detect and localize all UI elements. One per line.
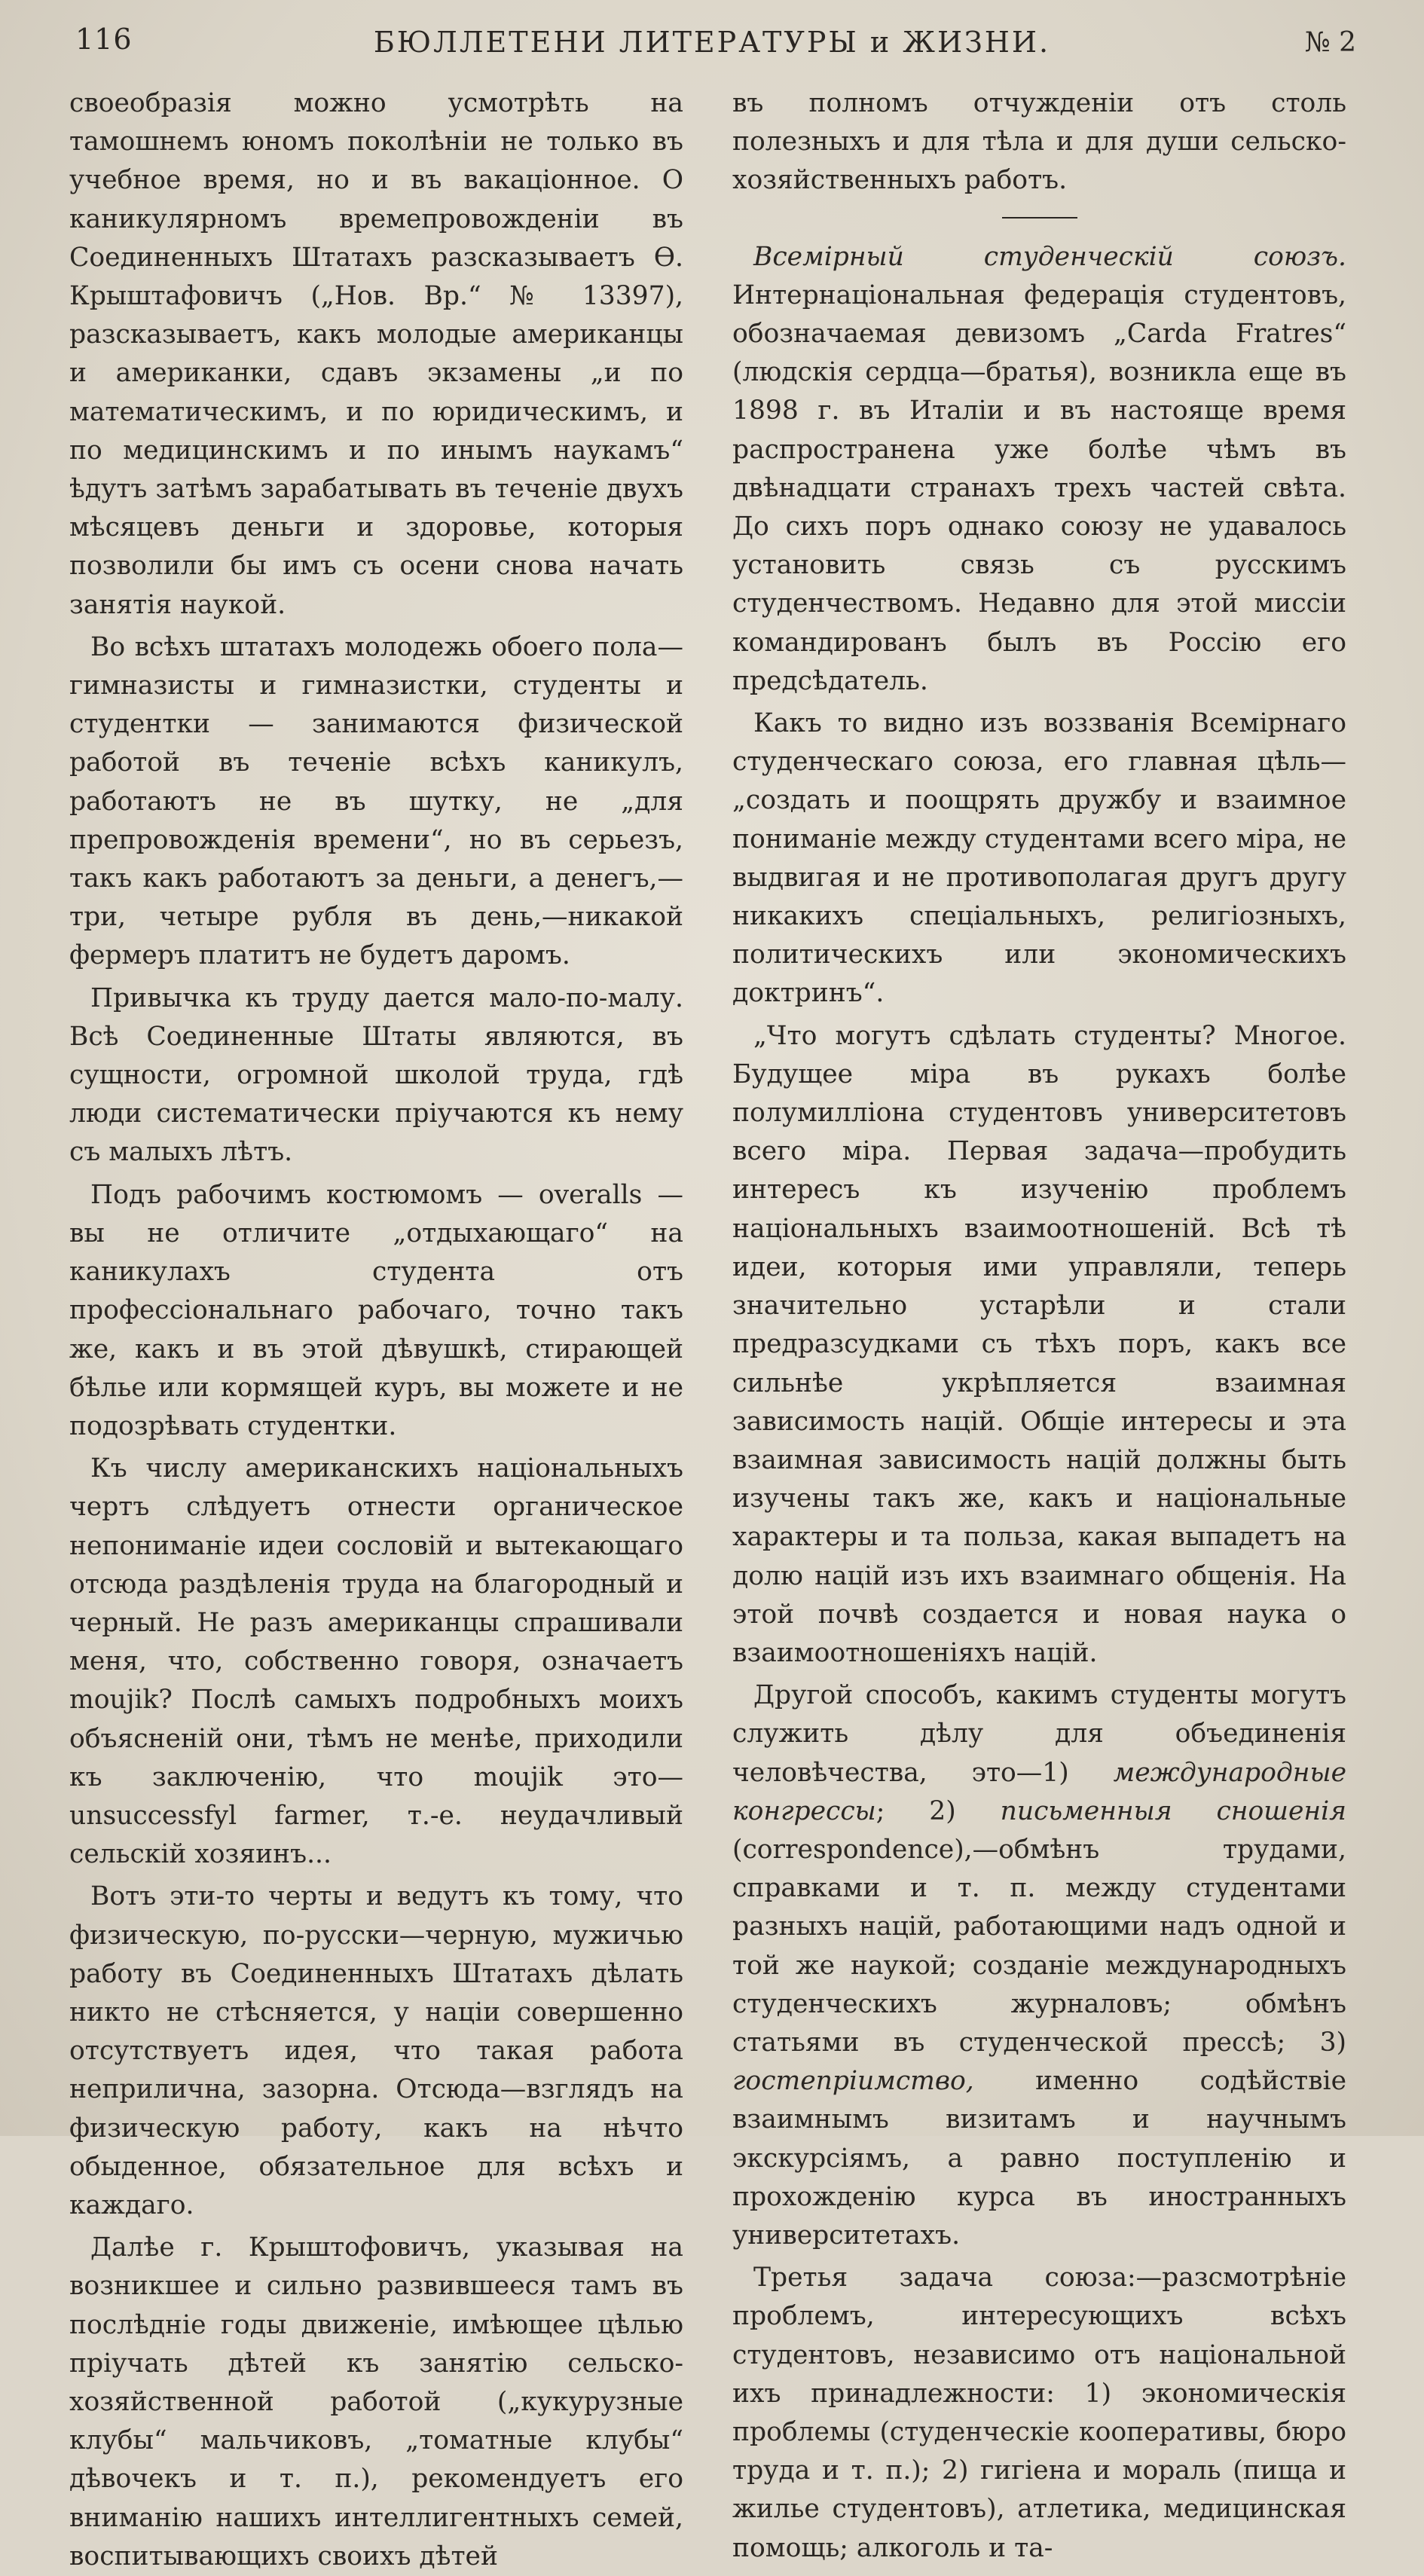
page-header (0, 23, 1424, 68)
paragraph-text: именно содѣйствіе взаимнымъ визитамъ и научнымъ экскурсіямъ, а равно поступленію и прохожденію курса въ иностранныхъ университетахъ. (732, 2066, 1346, 2251)
paragraph-text: ; 2) (875, 1795, 1001, 1826)
paragraph: Вотъ эти-то черты и ведутъ къ тому, что физическую, по-русски—черную, мужичью работу въ Соединенныхъ Штатахъ дѣлать никто не стѣсняется, у націи совершенно отсутствуетъ идея, что такая работа неприлична, зазорна. Отсюда—взглядъ на физическую работу, какъ на нѣчто обыденное, обязательное для всѣхъ и каждаго. (69, 1881, 683, 2220)
paragraph-text: Другой способъ, какимъ студенты могутъ служить дѣлу для объединенія человѣчества, это—1) (732, 1680, 1346, 1788)
section-separator (1002, 217, 1077, 218)
issue-number: № 2 (1304, 27, 1356, 58)
paragraph: въ полномъ отчужденіи отъ столь полезныхъ и для тѣла и для души сельско-хозяйственныхъ работъ. (732, 88, 1346, 196)
page-number: 116 (75, 23, 133, 56)
paragraph: Далѣе г. Крыштофовичъ, указывая на возникшее и сильно развившееся тамъ въ послѣдніе годы движеніе, имѣющее цѣлью пріучать дѣтей къ занятію сельско-хозяйственной работой („кукурузные клубы“ мальчиковъ, „томатные клубы“ дѣвочекъ и т. п.), рекомендуетъ его вниманію нашихъ интеллигентныхъ семей, воспитывающихъ своихъ дѣтей (69, 2232, 683, 2571)
emphasis: гостепріимство, (732, 2066, 974, 2097)
paragraph (732, 238, 1346, 701)
emphasis: международные конгрессы (732, 1757, 1346, 1826)
running-title: БЮЛЛЕТЕНИ ЛИТЕРАТУРЫ и ЖИЗНИ. (373, 26, 1051, 59)
emphasis: письменныя сношенія (1000, 1795, 1346, 1826)
paragraph: Третья задача союза:—разсмотрѣніе проблемъ, интересующихъ всѣхъ студентовъ, независимо отъ національной ихъ принадлежности: 1) экономическія проблемы (студенческіе кооперативы, бюро труда и т. п.); 2) гигіена и мораль (пища и жилье студентовъ), атлетика, медицинская помощь; алкоголь и та- (732, 2263, 1346, 2563)
paragraph: Какъ то видно изъ воззванія Всемірнаго студенческаго союза, его главная цѣль—„создать и поощрять дружбу и взаимное пониманіе между студентами всего міра, не выдвигая и не противополагая другъ другу никакихъ спеціальныхъ, религіозныхъ, политическихъ или экономическихъ доктринъ“. (732, 708, 1346, 1009)
paragraph-text: Интернаціональная федерація студентовъ, обозначаемая девизомъ „Carda Fratres“ (людскія сердца—братья), возникла еще въ 1898 г. въ Италіи и въ настояще время распространена уже болѣе чѣмъ въ двѣнадцати странахъ трехъ частей свѣта. До сихъ поръ однако союзу не удавалось установить связь съ русскимъ студенчествомъ. Недавно для этой миссіи командированъ былъ въ Россію его предсѣдатель. (732, 280, 1346, 696)
paragraph: Къ числу американскихъ національныхъ чертъ слѣдуетъ отнести органическое непониманіе идеи сословій и вытекающаго отсюда раздѣленія труда на благородный и черный. Не разъ американцы спрашивали меня, что, собственно говоря, означаетъ moujik? Послѣ самыхъ подробныхъ моихъ объясненій они, тѣмъ не менѣе, приходили къ заключенію, что moujik это—unsuccessfyl farmer, т.-е. неудачливый сельскій хозяинъ... (69, 1453, 683, 1870)
paragraph (732, 1676, 1346, 2255)
paragraph: Привычка къ труду дается мало-по-малу. Всѣ Соединенные Штаты являются, въ сущности, огромной школой труда, гдѣ люди систематически пріучаются къ нему съ малыхъ лѣтъ. (69, 982, 683, 1168)
paragraph-text: (correspondence),—обмѣнъ трудами, справками и т. п. между студентами разныхъ націй, работающими надъ одной и той же наукой; созданіе международныхъ студенческихъ журналовъ; обмѣнъ статьями въ студенческой прессѣ; 3) (732, 1834, 1346, 2058)
paragraph: своеобразія можно усмотрѣть на тамошнемъ юномъ поколѣніи не только въ учебное время, но и въ вакаціонное. О каникулярномъ времепровожденіи въ Соединенныхъ Штатахъ разсказываетъ Ѳ. Крыштафовичъ („Нов. Вр.“ № 13397), разсказываетъ, какъ молодые американцы и американки, сдавъ экзамены „и по математическимъ, и по юридическимъ, и по медицинскимъ и по инымъ наукамъ“ ѣдутъ затѣмъ зарабатывать въ теченіе двухъ мѣсяцевъ деньги и здоровье, которыя позволили бы имъ съ осени снова начать занятія наукой. (69, 88, 683, 620)
section-title: Всемірный студенческій союзъ. (753, 241, 1346, 272)
right-column (732, 84, 1346, 2563)
paragraph: „Что могутъ сдѣлать студенты? Многое. Будущее міра въ рукахъ болѣе полумилліона студентовъ университетовъ всего міра. Первая задача—пробудить интересъ къ изученію проблемъ національныхъ взаимоотношеній. Всѣ тѣ идеи, которыя ими управляли, теперь значительно устарѣли и стали предразсудками съ тѣхъ поръ, какъ все сильнѣе укрѣпляется взаимная зависимость націй. Общіе интересы и эта взаимная зависимость націй должны быть изучены такъ же, какъ и національные характеры и та польза, какая выпадетъ на долю націй изъ ихъ взаимнаго общенія. На этой почвѣ создается и новая наука о взаимоотношеніяхъ націй. (732, 1020, 1346, 1668)
paragraph: Во всѣхъ штатахъ молодежь обоего пола— гимназисты и гимназистки, студенты и студентки — занимаются физической работой въ теченіе всѣхъ каникулъ, работаютъ не въ шутку, не „для препровожденія времени“, но въ серьезъ, такъ какъ работаютъ за деньги, а денегъ,—три, четыре рубля въ день,—никакой фермеръ платитъ не будетъ даромъ. (69, 631, 683, 971)
paragraph: Подъ рабочимъ костюмомъ — overalls — вы не отличите „отдыхающаго“ на каникулахъ студента отъ профессіональнаго рабочаго, точно такъ же, какъ и въ этой дѣвушкѣ, стирающей бѣлье или кормящей куръ, вы можете и не подозрѣвать студентки. (69, 1179, 683, 1441)
left-column (69, 84, 683, 2571)
